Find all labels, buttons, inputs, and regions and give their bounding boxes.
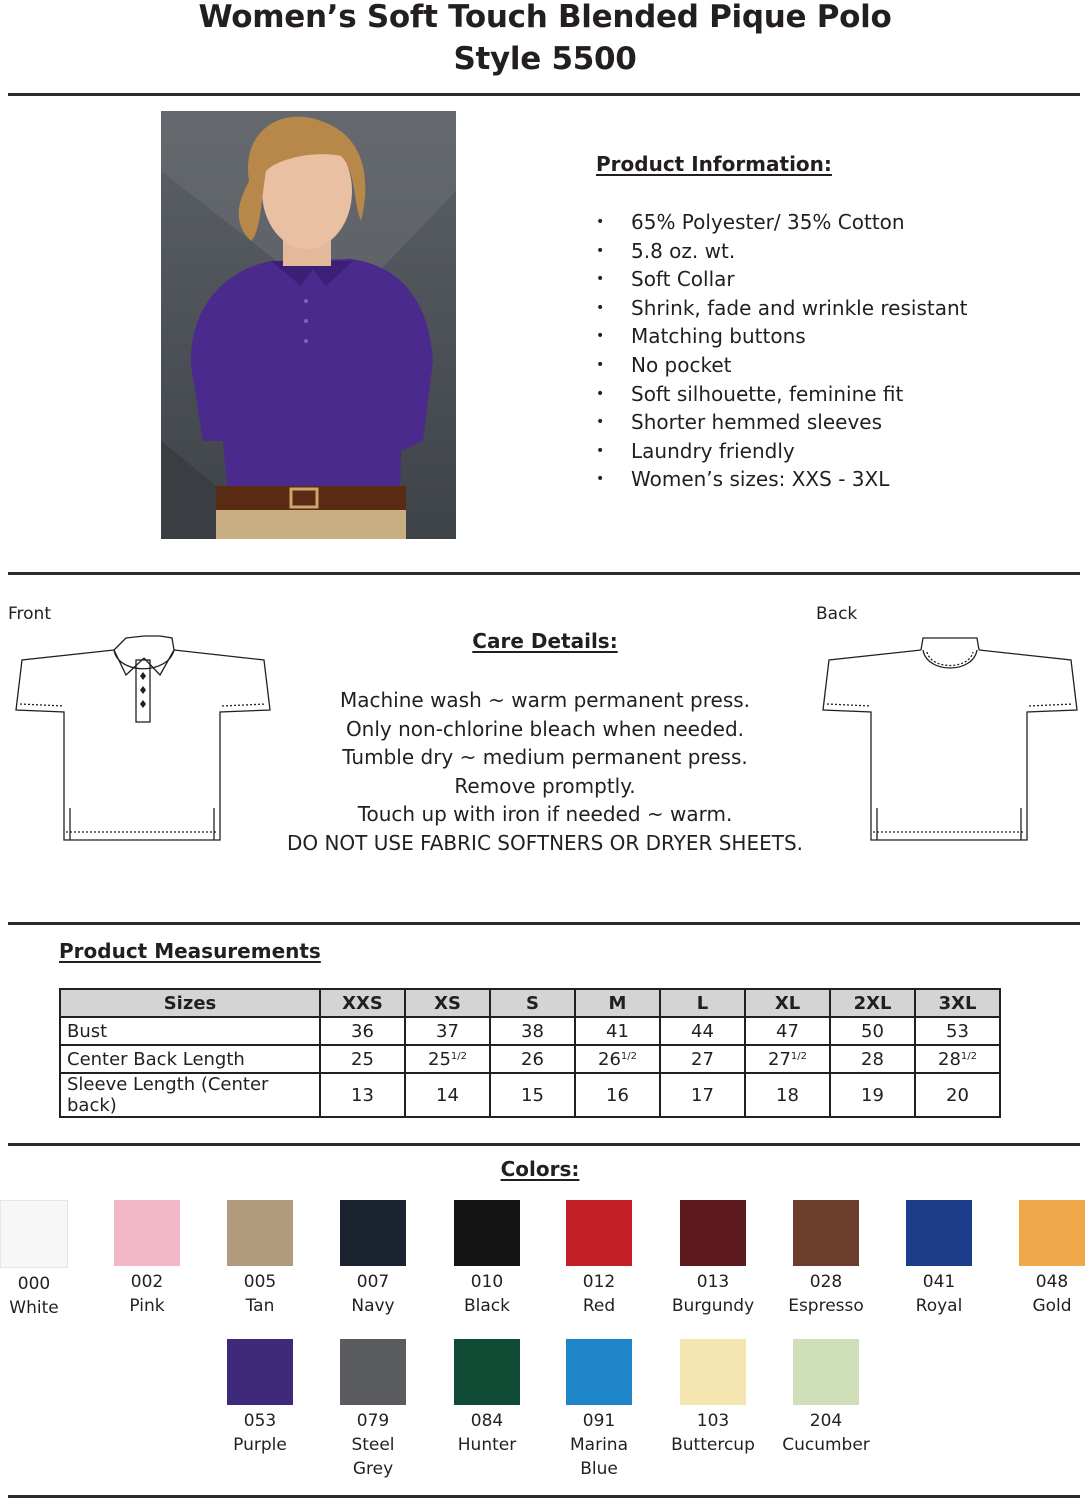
color-code: 013 <box>696 1272 730 1292</box>
divider <box>8 1495 1080 1498</box>
color-swatch-item <box>997 1200 1090 1318</box>
color-swatch-item <box>544 1200 654 1318</box>
half-inch-mark: 1/2 <box>620 1050 637 1062</box>
color-name: Cucumber <box>782 1435 870 1455</box>
table-header-size: 2XL <box>830 989 915 1017</box>
table-cell <box>660 1045 745 1073</box>
product-info-list <box>596 208 967 494</box>
cell-value: 14 <box>436 1084 459 1106</box>
color-swatch-item <box>318 1339 428 1481</box>
color-swatch <box>340 1200 406 1266</box>
product-info-item: • 5.8 oz. wt. <box>596 237 967 266</box>
table-header-size: XS <box>405 989 490 1017</box>
row-label: Bust <box>60 1017 320 1045</box>
cell-value: 26 <box>598 1048 621 1070</box>
cell-value: 50 <box>861 1020 884 1042</box>
color-swatch-item <box>884 1200 994 1318</box>
table-cell <box>660 1017 745 1045</box>
cell-value: 53 <box>946 1020 969 1042</box>
color-code: 053 <box>243 1411 277 1431</box>
color-swatch-item <box>0 1200 89 1320</box>
color-swatch <box>566 1200 632 1266</box>
row-label: Center Back Length <box>60 1045 320 1073</box>
table-row <box>60 1073 1000 1117</box>
color-swatch-item <box>544 1339 654 1481</box>
cell-value: 38 <box>521 1020 544 1042</box>
color-swatch <box>340 1339 406 1405</box>
color-swatch <box>680 1200 746 1266</box>
divider <box>8 93 1080 96</box>
table-cell <box>320 1073 405 1117</box>
color-swatch-item <box>658 1200 768 1318</box>
care-heading: Care Details: <box>472 629 618 653</box>
product-info-item: • Shrink, fade and wrinkle resistant <box>596 294 967 323</box>
color-name: Gold <box>1032 1296 1072 1316</box>
color-code: 103 <box>696 1411 730 1431</box>
table-cell <box>745 1017 830 1045</box>
table-header-size: XL <box>745 989 830 1017</box>
front-shirt-diagram <box>8 630 278 845</box>
color-name: Pink <box>129 1296 165 1316</box>
table-cell <box>405 1073 490 1117</box>
color-code: 002 <box>130 1272 164 1292</box>
care-line: Tumble dry ~ medium permanent press. <box>342 745 748 770</box>
color-code: 091 <box>582 1411 616 1431</box>
color-swatch <box>1019 1200 1085 1266</box>
cell-value: 41 <box>606 1020 629 1042</box>
color-swatch-item <box>205 1200 315 1318</box>
table-cell <box>830 1045 915 1073</box>
back-label: Back <box>816 604 858 624</box>
care-line: DO NOT USE FABRIC SOFTNERS OR DRYER SHEETS. <box>286 830 804 855</box>
table-cell <box>575 1045 660 1073</box>
color-swatch <box>454 1339 520 1405</box>
cell-value: 19 <box>861 1084 884 1106</box>
table-header-size: L <box>660 989 745 1017</box>
color-swatch-item <box>318 1200 428 1318</box>
cell-value: 37 <box>436 1020 459 1042</box>
table-cell <box>915 1045 1000 1073</box>
product-info-item: • Shorter hemmed sleeves <box>596 408 967 437</box>
care-line: Machine wash ~ warm permanent press. <box>339 688 751 712</box>
color-swatch <box>566 1339 632 1405</box>
cell-value: 28 <box>861 1048 884 1070</box>
product-info-item: • Laundry friendly <box>596 437 967 466</box>
table-cell <box>915 1073 1000 1117</box>
product-info-item: • Matching buttons <box>596 322 967 351</box>
color-name: Marina Blue <box>570 1435 628 1479</box>
half-inch-mark: 1/2 <box>450 1050 467 1062</box>
color-swatch <box>114 1200 180 1266</box>
cell-value: 15 <box>521 1084 544 1106</box>
cell-value: 25 <box>428 1048 451 1070</box>
table-row <box>60 1017 1000 1045</box>
product-info-item: • Women’s sizes: XXS - 3XL <box>596 465 967 494</box>
half-inch-mark: 1/2 <box>790 1050 807 1062</box>
cell-value: 27 <box>768 1048 791 1070</box>
table-cell <box>490 1017 575 1045</box>
color-code: 041 <box>922 1272 956 1292</box>
color-code: 204 <box>809 1411 843 1431</box>
divider <box>8 922 1080 925</box>
color-name: Tan <box>245 1296 275 1316</box>
table-header-size: XXS <box>320 989 405 1017</box>
cell-value: 17 <box>691 1084 714 1106</box>
color-name: Navy <box>351 1296 395 1316</box>
color-name: Royal <box>915 1296 963 1316</box>
product-info-item: • Soft Collar <box>596 265 967 294</box>
color-code: 048 <box>1035 1272 1069 1292</box>
color-name: Black <box>464 1296 510 1316</box>
product-info-heading: Product Information: <box>596 152 832 176</box>
color-swatch <box>906 1200 972 1266</box>
color-code: 000 <box>17 1274 51 1294</box>
table-cell <box>830 1073 915 1117</box>
color-swatch-item <box>771 1200 881 1318</box>
table-header-sizes: Sizes <box>60 989 320 1017</box>
color-swatch <box>680 1339 746 1405</box>
table-cell <box>915 1017 1000 1045</box>
front-label: Front <box>8 604 51 624</box>
half-inch-mark: 1/2 <box>960 1050 977 1062</box>
product-photo <box>161 111 456 539</box>
color-name: White <box>9 1298 59 1318</box>
table-cell <box>320 1017 405 1045</box>
cell-value: 18 <box>776 1084 799 1106</box>
cell-value: 36 <box>351 1020 374 1042</box>
table-row <box>60 1045 1000 1073</box>
color-code: 028 <box>809 1272 843 1292</box>
cell-value: 47 <box>776 1020 799 1042</box>
color-name: Purple <box>233 1435 287 1455</box>
color-name: Steel Grey <box>351 1435 395 1479</box>
color-swatch <box>227 1200 293 1266</box>
color-swatch-item <box>771 1339 881 1457</box>
table-cell <box>405 1045 490 1073</box>
color-code: 084 <box>470 1411 504 1431</box>
cell-value: 25 <box>351 1048 374 1070</box>
color-code: 007 <box>356 1272 390 1292</box>
table-header-size: S <box>490 989 575 1017</box>
care-line: Remove promptly. <box>454 773 636 798</box>
color-code: 005 <box>243 1272 277 1292</box>
cell-value: 26 <box>521 1048 544 1070</box>
color-swatch <box>793 1339 859 1405</box>
colors-heading: Colors: <box>500 1157 580 1181</box>
table-header-size: 3XL <box>915 989 1000 1017</box>
table-cell <box>575 1073 660 1117</box>
page-title-line2: Style 5500 <box>453 41 637 77</box>
color-code: 079 <box>356 1411 390 1431</box>
cell-value: 28 <box>938 1048 961 1070</box>
care-line: Only non-chlorine bleach when needed. <box>345 716 745 741</box>
color-name: Buttercup <box>671 1435 755 1455</box>
color-code: 012 <box>582 1272 616 1292</box>
back-shirt-diagram <box>815 630 1083 845</box>
color-swatch-item <box>92 1200 202 1318</box>
care-line: Touch up with iron if needed ~ warm. <box>357 802 733 827</box>
cell-value: 20 <box>946 1084 969 1106</box>
divider <box>8 572 1080 575</box>
table-cell <box>830 1017 915 1045</box>
divider <box>8 1143 1080 1146</box>
page-title-line1: Women’s Soft Touch Blended Pique Polo <box>198 0 892 35</box>
color-swatch-item <box>432 1339 542 1457</box>
color-name: Espresso <box>788 1296 864 1316</box>
table-cell <box>745 1045 830 1073</box>
table-cell <box>405 1017 490 1045</box>
measurements-table <box>59 988 1001 1118</box>
color-code: 010 <box>470 1272 504 1292</box>
color-swatch-item <box>432 1200 542 1318</box>
product-info-item: • Soft silhouette, feminine fit <box>596 380 967 409</box>
table-cell <box>490 1045 575 1073</box>
table-header-size: M <box>575 989 660 1017</box>
color-swatch <box>227 1339 293 1405</box>
cell-value: 27 <box>691 1048 714 1070</box>
table-cell <box>745 1073 830 1117</box>
table-cell <box>660 1073 745 1117</box>
color-name: Hunter <box>457 1435 517 1455</box>
color-swatch-item <box>205 1339 315 1457</box>
product-info-item: • No pocket <box>596 351 967 380</box>
color-swatch <box>793 1200 859 1266</box>
row-label: Sleeve Length (Center back) <box>60 1073 320 1117</box>
care-instructions <box>245 686 845 858</box>
cell-value: 13 <box>351 1084 374 1106</box>
measurements-heading: Product Measurements <box>59 939 321 963</box>
table-cell <box>575 1017 660 1045</box>
color-swatch <box>0 1200 68 1268</box>
table-cell <box>490 1073 575 1117</box>
table-cell <box>320 1045 405 1073</box>
color-name: Red <box>582 1296 616 1316</box>
cell-value: 16 <box>606 1084 629 1106</box>
color-swatch <box>454 1200 520 1266</box>
color-swatch-item <box>658 1339 768 1457</box>
cell-value: 44 <box>691 1020 714 1042</box>
color-name: Burgundy <box>671 1296 755 1316</box>
product-info-item: • 65% Polyester/ 35% Cotton <box>596 208 967 237</box>
